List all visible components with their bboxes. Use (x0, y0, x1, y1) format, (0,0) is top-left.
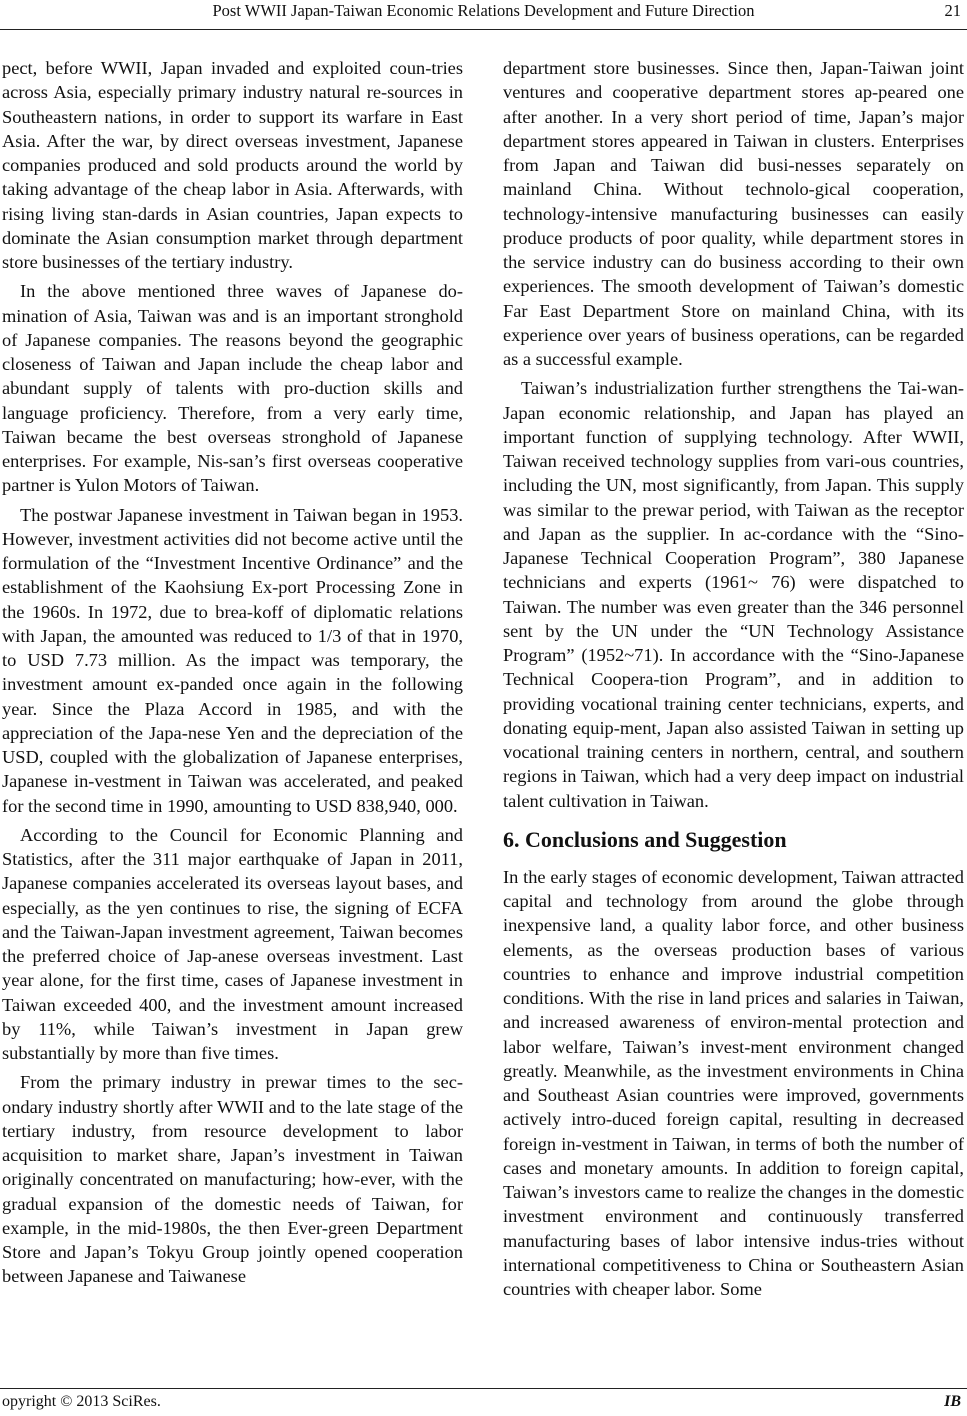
journal-abbreviation: IB (944, 1393, 961, 1410)
paragraph: pect, before WWII, Japan invaded and exploited coun-tries across Asia, especially primary industry natural re-sources in Southeastern nations, in order to support its warfare in East Asia. After the war, by direct overseas investment, Japanese companies produced and sold products around the world by taking advantage of the cheap labor in Asia. Afterwards, with rising living stan-dards in Asian countries, Japan expects to dominate the Asian consumption market through department store businesses of the tertiary industry. (2, 58, 463, 272)
header-rule (0, 29, 967, 30)
copyright-notice: opyright © 2013 SciRes. (2, 1393, 161, 1410)
page-number: 21 (944, 1, 961, 20)
footer-rule (0, 1388, 967, 1389)
running-title: Post WWII Japan-Taiwan Economic Relations Development and Future Direction (212, 1, 755, 20)
paragraph: The postwar Japanese investment in Taiwan began in 1953. However, investment activities did not become active until the formulation of the “Investment Incentive Ordinance” and the establishment of the Kaohsiung Ex-port Processing Zone in the 1960s. In 1972, due to brea-koff of diplomatic relations with Japan, the amounted was reduced to 1/3 of that in 1970, to USD 7.73 million. As the impact was temporary, the investment amount ex-panded once again in the following year. Since the Plaza Accord in 1985, and with the appreciation of the Japa-nese Yen and the depreciation of the USD, coupled with the globalization of Japanese enterprises, Japanese in-vestment in Taiwan was accelerated, and peaked for the second time in 1990, amounting to USD 838,940, 000. (2, 504, 463, 816)
section-heading: 6. Conclusions and Suggestion (503, 826, 787, 852)
paragraph: Taiwan’s industrialization further strengthens the Tai-wan-Japan economic relationship, and Japan has played an important function of supplying technology. After WWII, Taiwan received technology supplies from vari-ous countries, including the UN, most significantly, from Japan. This supply was similar to the prewar period, with Taiwan as the receptor and Japan as the supplier. In ac-cordance with the “Sino-Japanese Technical Cooperation Program”, 380 Japanese technicians and experts (1961~ 76) were dispatched to Taiwan. The number was even greater than the 346 personnel sent by the UN under the “UN Technology Assistance Program” (1952~71). In accordance with the “Sino-Japanese Technical Coopera-tion Program”, and in addition to providing vocational training center technicians, experts, and donating equip-ment, Japan also assisted Taiwan in setting up vocational training centers in northern, central, and southern regions in Taiwan, which had a very deep impact on industrial talent cultivation in Taiwan. (503, 378, 964, 811)
paragraph: From the primary industry in prewar times to the sec-ondary industry shortly after WWII and to the late stage of the tertiary industry, from resource development to labor acquisition to market share, Japan’s investment in Taiwan originally concentrated on manufacturing; how-ever, with the gradual expansion of the domestic needs of Taiwan, for example, in the mid-1980s, the then Ever-green Department Store and Japan’s Tokyu Group jointly opened cooperation between Japanese and Taiwanese (2, 1072, 463, 1287)
paragraph: In the early stages of economic development, Taiwan attracted capital and technology from around the globe through inexpensive land, a quality labor force, and other business elements, as the overseas production bases of various countries to enhance and improve industrial competition conditions. With the rise in land prices and salaries in Taiwan, and increased awareness of environ-mental protection and labor welfare, Taiwan’s invest-ment environment changed greatly. Meanwhile, as the investment environments in China and Southeast Asian countries were improved, governments actively intro-duced foreign capital, resulting in decreased foreign in-vestment in Taiwan, in terms of both the number of cases and monetary amounts. In addition to foreign capital, Taiwan’s investors came to realize the changes in the domestic investment environment and continuously transferred manufacturing bases of labor intensive indus-tries without international competitiveness to China or Southeastern Asian countries with cheaper labor. Some (503, 866, 964, 1299)
paragraph: According to the Council for Economic Planning and Statistics, after the 311 major earthquake of Japan in 2011, Japanese companies accelerated its overseas layout bases, and especially, as the yen continues to rise, the signing of ECFA and the Taiwan-Japan investment agreement, Taiwan becomes the preferred choice of Jap-anese overseas investment. Last year alone, for the first time, cases of Japanese investment in Taiwan exceeded 400, and the investment amount increased by 11%, while Taiwan’s investment in Japan grew substantially by more than five times. (2, 824, 463, 1063)
paragraph: In the above mentioned three waves of Japanese do-mination of Asia, Taiwan was and is an important stronghold of Japanese companies. The reasons beyond the geographic closeness of Taiwan and Japan include the cheap labor and abundant supply of talents with pro-duction skills and language proficiency. Therefore, from a very early time, Taiwan became the best overseas stronghold of Japanese enterprises. For example, Nis-san’s first overseas cooperative partner is Yulon Motors of Taiwan. (2, 281, 463, 496)
right-column (503, 56, 964, 1306)
left-column (2, 56, 463, 1294)
paragraph: department store businesses. Since then, Japan-Taiwan joint ventures and cooperative department stores ap-peared one after another. In a very short period of time, Japan’s major department stores appeared in Taiwan in clusters. Enterprises from Japan and Taiwan did busi-nesses separately on mainland China. Without technolo-gical cooperation, technology-intensive manufacturing businesses can easily produce products of poor quality, while department stores in the service industry can do business according to their own experiences. The smooth development of Taiwan’s domestic Far East Department Store on mainland China, with its experience over years of business operations, can be regarded as a successful example. (503, 58, 964, 369)
